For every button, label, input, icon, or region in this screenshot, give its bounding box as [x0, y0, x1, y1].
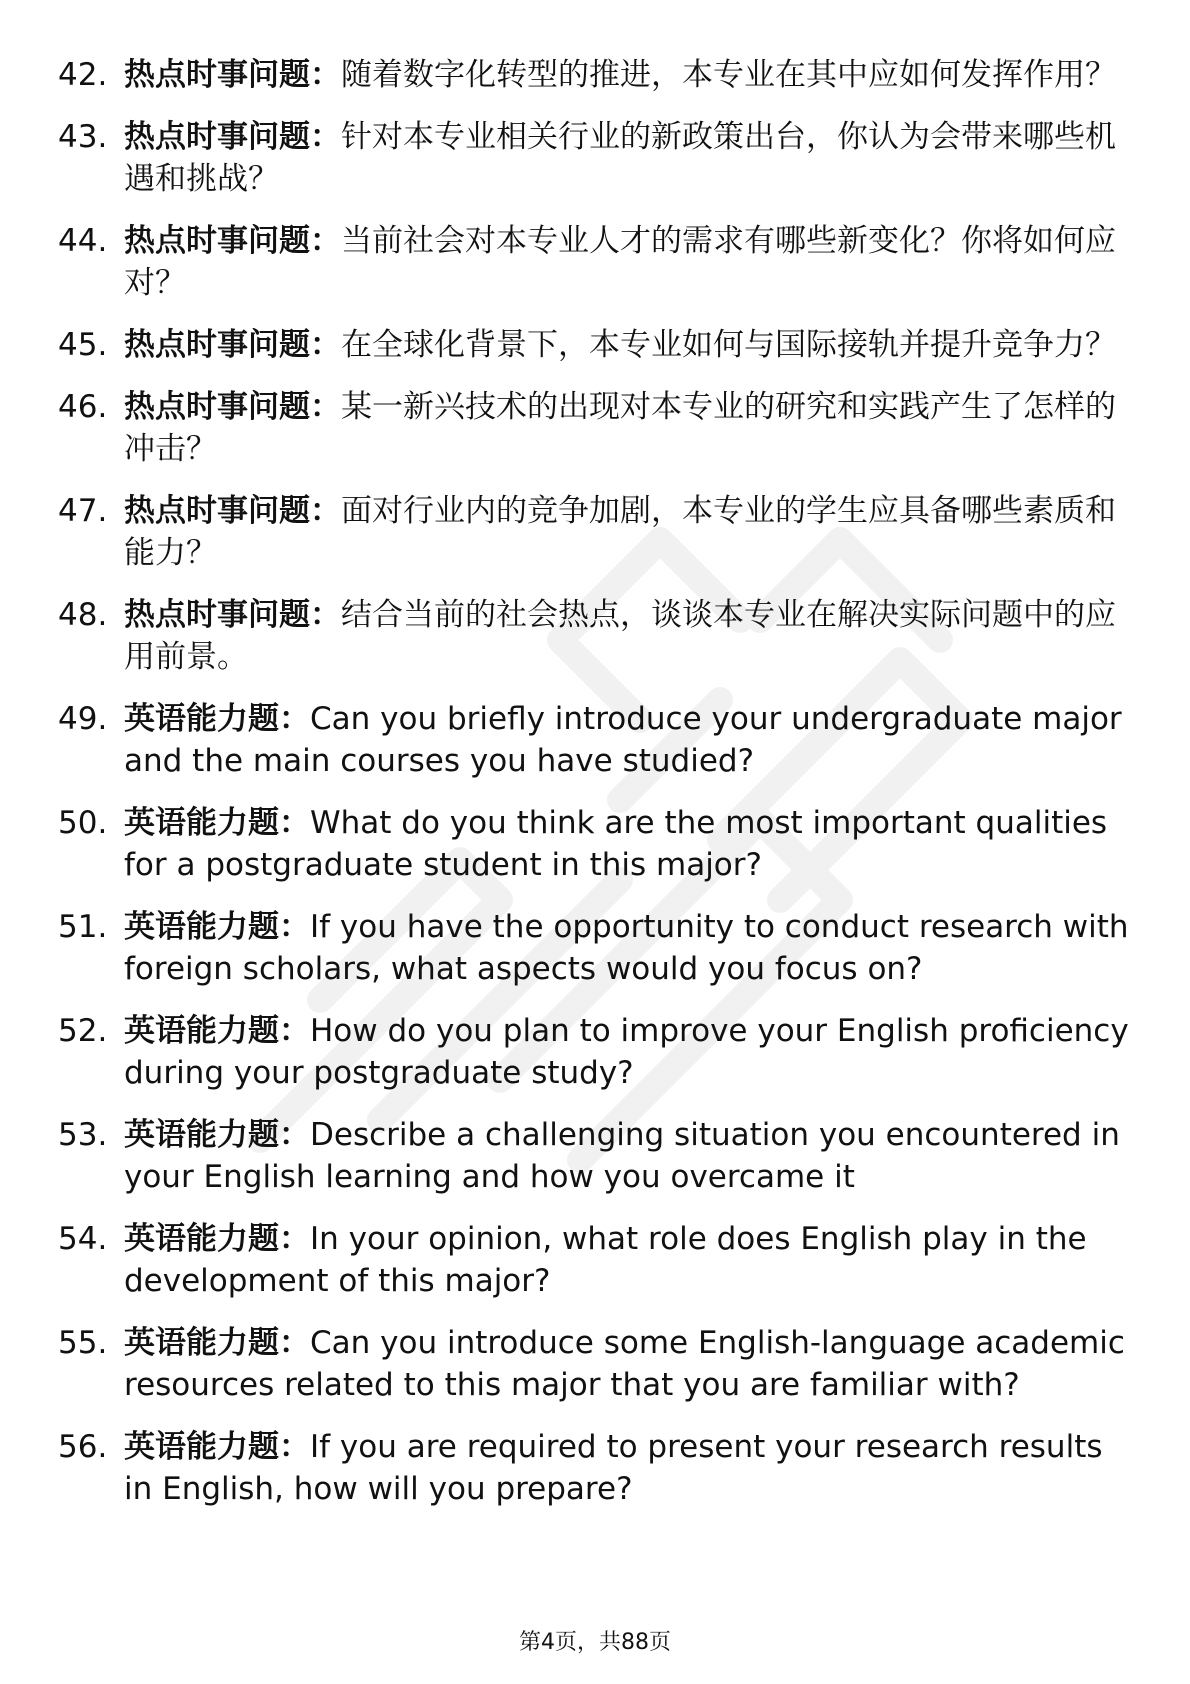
- question-item: [0, 324, 1190, 366]
- question-body: [124, 802, 1134, 886]
- question-text: Can you introduce some English-language academic resources related to this major that you are familiar with?: [124, 1325, 1125, 1403]
- question-number: 52.: [58, 1013, 108, 1049]
- question-text: 在全球化背景下，本专业如何与国际接轨并提升竞争力？: [341, 327, 1116, 363]
- question-item: [0, 698, 1190, 782]
- question-body: [124, 116, 1134, 200]
- question-body: [124, 386, 1134, 470]
- question-label: 热点时事问题：: [124, 223, 341, 259]
- question-number: 51.: [58, 909, 108, 945]
- question-text: 随着数字化转型的推进，本专业在其中应如何发挥作用？: [341, 57, 1116, 93]
- question-number: 55.: [58, 1325, 108, 1361]
- question-body: [124, 906, 1134, 990]
- question-body: [124, 1010, 1134, 1094]
- question-label: 热点时事问题：: [124, 597, 341, 633]
- page-number: 第4页，共88页: [519, 1630, 671, 1655]
- question-item: [0, 1218, 1190, 1302]
- question-text: How do you plan to improve your English proficiency during your postgraduate study?: [124, 1013, 1129, 1091]
- question-text: 某一新兴技术的出现对本专业的研究和实践产生了怎样的冲击？: [124, 389, 1116, 467]
- question-item: [0, 386, 1190, 470]
- question-number: 44.: [58, 223, 108, 259]
- question-text: Describe a challenging situation you encountered in your English learning and how you overcame it: [124, 1117, 1120, 1195]
- question-item: [0, 1322, 1190, 1406]
- question-item: [0, 802, 1190, 886]
- question-body: [124, 1426, 1134, 1510]
- question-text: 面对行业内的竞争加剧，本专业的学生应具备哪些素质和能力？: [124, 493, 1116, 571]
- question-label: 英语能力题：: [124, 1429, 310, 1465]
- question-label: 英语能力题：: [124, 1221, 310, 1257]
- question-text: What do you think are the most important qualities for a postgraduate student in this major?: [124, 805, 1108, 883]
- question-body: [124, 1114, 1134, 1198]
- question-body: [124, 594, 1134, 678]
- question-text: 当前社会对本专业人才的需求有哪些新变化？你将如何应对？: [124, 223, 1116, 301]
- question-list: [0, 54, 1190, 1530]
- question-text: In your opinion, what role does English play in the development of this major?: [124, 1221, 1087, 1299]
- question-label: 热点时事问题：: [124, 389, 341, 425]
- question-label: 热点时事问题：: [124, 119, 341, 155]
- page-footer: [0, 1628, 1190, 1658]
- question-number: 53.: [58, 1117, 108, 1153]
- question-item: [0, 490, 1190, 574]
- question-item: [0, 1426, 1190, 1510]
- question-body: [124, 324, 1134, 366]
- question-item: [0, 1114, 1190, 1198]
- question-label: 热点时事问题：: [124, 57, 341, 93]
- question-number: 46.: [58, 389, 108, 425]
- question-item: [0, 220, 1190, 304]
- question-label: 英语能力题：: [124, 1013, 310, 1049]
- question-body: [124, 220, 1134, 304]
- question-body: [124, 490, 1134, 574]
- question-text: If you are required to present your research results in English, how will you prepare?: [124, 1429, 1103, 1507]
- question-body: [124, 698, 1134, 782]
- question-label: 热点时事问题：: [124, 493, 341, 529]
- question-text: 针对本专业相关行业的新政策出台，你认为会带来哪些机遇和挑战？: [124, 119, 1116, 197]
- question-body: [124, 1322, 1134, 1406]
- question-number: 49.: [58, 701, 108, 737]
- question-number: 50.: [58, 805, 108, 841]
- question-number: 48.: [58, 597, 108, 633]
- question-number: 56.: [58, 1429, 108, 1465]
- question-item: [0, 906, 1190, 990]
- question-label: 热点时事问题：: [124, 327, 341, 363]
- question-label: 英语能力题：: [124, 701, 310, 737]
- question-number: 43.: [58, 119, 108, 155]
- question-item: [0, 1010, 1190, 1094]
- question-label: 英语能力题：: [124, 1117, 310, 1153]
- question-item: [0, 594, 1190, 678]
- question-body: [124, 1218, 1134, 1302]
- question-number: 47.: [58, 493, 108, 529]
- question-number: 42.: [58, 57, 108, 93]
- question-text: Can you briefly introduce your undergraduate major and the main courses you have studied?: [124, 701, 1122, 779]
- question-label: 英语能力题：: [124, 909, 310, 945]
- question-text: If you have the opportunity to conduct research with foreign scholars, what aspects would you focus on?: [124, 909, 1129, 987]
- question-item: [0, 54, 1190, 96]
- question-label: 英语能力题：: [124, 1325, 310, 1361]
- question-label: 英语能力题：: [124, 805, 310, 841]
- question-body: [124, 54, 1134, 96]
- question-item: [0, 116, 1190, 200]
- question-text: 结合当前的社会热点，谈谈本专业在解决实际问题中的应用前景。: [124, 597, 1116, 675]
- question-number: 45.: [58, 327, 108, 363]
- question-number: 54.: [58, 1221, 108, 1257]
